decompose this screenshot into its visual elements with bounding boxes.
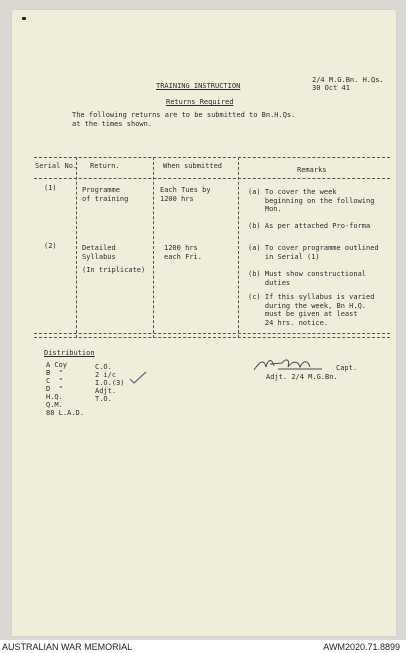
intro-line-2: at the times shown.: [72, 119, 153, 128]
table-rule-header: [34, 178, 390, 179]
row2-remark-c-line2: during the week, Bn H.Q.: [248, 301, 367, 310]
row1-remark-a-line1: (a) To cover the week: [248, 188, 337, 196]
document-subtitle: Returns Required: [166, 98, 234, 106]
footer-institution: AUSTRALIAN WAR MEMORIAL: [2, 642, 133, 652]
row1-remark-a-line2: beginning on the following: [248, 196, 375, 205]
row1-remark-a-line3: Mon.: [248, 205, 282, 213]
header-remarks: Remarks: [297, 166, 327, 174]
row2-remark-a-line2: in Serial (1): [248, 252, 320, 261]
table-rule-bottom-2: [34, 337, 390, 338]
document-title: TRAINING INSTRUCTION: [156, 82, 241, 90]
row2-remark-c-line4: 24 hrs. notice.: [248, 318, 329, 327]
ink-mark: [22, 17, 26, 20]
dist-to-1: A Coy: [46, 361, 68, 369]
row1-remark-b: (b) As per attached Pro-forma: [248, 222, 371, 230]
table-rule-top: [34, 157, 390, 158]
signature-rank: Capt.: [336, 364, 358, 372]
footer-accession-number: AWM2020.71.8899: [323, 642, 400, 652]
dist-to-3: C ": [46, 377, 63, 385]
header-when: When submitted: [163, 162, 223, 170]
dist-copy-2: 2 i/c: [95, 371, 117, 379]
row2-remark-c-line3: must be given at least: [248, 310, 358, 318]
table-col-divider-2: [153, 157, 154, 338]
table-col-divider-3: [238, 157, 239, 338]
row2-return-line2: Syllabus: [82, 252, 116, 261]
row2-remark-b-line1: (b) Must show constructional: [248, 270, 367, 278]
row2-when-line2: each Fri.: [164, 252, 202, 261]
row2-when-line1: 1200 hrs: [164, 244, 198, 252]
row2-return-line1: Detailed: [82, 244, 116, 252]
dist-copy-1: C.O.: [95, 363, 112, 371]
row1-return-line1: Programme: [82, 186, 120, 194]
archive-footer: [0, 640, 406, 653]
header-return: Return.: [90, 162, 120, 170]
row1-when-line1: Each Tues by: [160, 186, 211, 194]
dist-copy-4: Adjt.: [95, 387, 117, 395]
row2-return-line4: (In triplicate): [82, 266, 146, 274]
document-date: 30 Oct 41: [312, 84, 350, 92]
row1-return-line2: of training: [82, 194, 129, 203]
dist-copy-3: I.O.(3): [95, 379, 125, 387]
signature-appointment: Adjt. 2/4 M.G.Bn.: [266, 373, 338, 381]
dist-to-4: D ": [46, 385, 63, 393]
unit-heading: 2/4 M.G.Bn. H.Qs.: [312, 76, 384, 84]
handwritten-signature: [250, 355, 330, 375]
table-col-divider-1: [76, 157, 77, 338]
header-serial: Serial No.: [35, 162, 78, 170]
dist-to-7: 88 L.A.D.: [46, 409, 84, 417]
row2-remark-c-line1: (c) If this syllabus is varied: [248, 293, 375, 301]
row1-when-line2: 1200 hrs: [160, 194, 194, 203]
intro-line-1: The following returns are to be submitted to Bn.H.Qs.: [72, 111, 296, 119]
table-rule-bottom: [34, 333, 390, 334]
dist-to-6: Q.M.: [46, 401, 63, 409]
row2-remark-a-line1: (a) To cover programme outlined: [248, 244, 379, 252]
distribution-title: Distribution: [44, 349, 95, 357]
dist-copy-5: T.O.: [95, 395, 112, 403]
row2-serial: (2): [44, 242, 57, 250]
row2-remark-b-line2: duties: [248, 278, 291, 287]
dist-to-2: B ": [46, 369, 63, 377]
check-mark-icon: [128, 370, 148, 386]
dist-to-5: H.Q.: [46, 393, 63, 401]
row1-serial: (1): [44, 184, 57, 192]
